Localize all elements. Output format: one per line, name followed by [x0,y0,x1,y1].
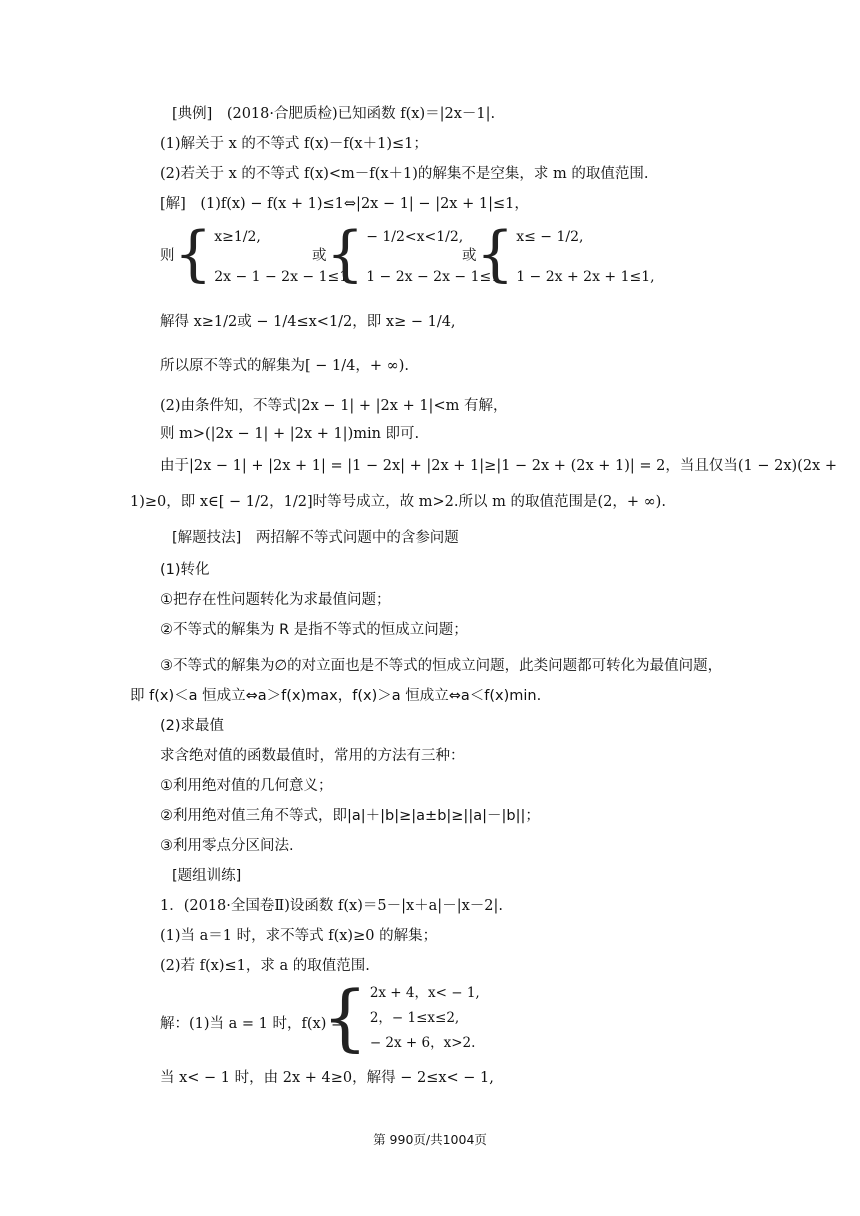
solution-part-2-line-4: 1)≥0，即 x∈[ − 1/2，1/2]时等号成立，故 m>2.所以 m 的取值范围是(2，+ ∞). [130,494,666,510]
then-label: 则 [160,248,175,264]
technique-1-item-1: ①把存在性问题转化为求最值问题； [160,592,391,608]
exercise-1-solution-line: 当 x< − 1 时，由 2x + 4≥0，解得 − 2≤x< − 1, [160,1070,494,1086]
example-heading: [典例] (2018·合肥质检)已知函数 f(x)＝|2x－1|. [172,106,496,122]
practice-heading: [题组训练] [172,868,242,884]
solution-part-2-line-3: 由于|2x − 1| + |2x + 1| = |1 − 2x| + |2x + 1|≥|1 − 2x + (2x + 1)| = 2，当且仅当(1 − 2x)(2x + [160,458,837,474]
system-3-row-2: 1 − 2x + 2x + 1≤1, [516,269,655,285]
solution-set-line: 所以原不等式的解集为[ − 1/4，+ ∞). [160,358,409,374]
system-1-row-1: x≥1/2, [214,229,261,245]
piecewise-function: { 2x + 4，x< − 1, 2，− 1≤x≤2, − 2x + 6，x>2. [322,975,480,1059]
exercise-1-part-2: (2)若 f(x)≤1，求 a 的取值范围. [160,958,370,974]
technique-heading: [解题技法] 两招解不等式问题中的含参问题 [172,530,459,546]
system-3-row-1: x≤ − 1/2, [516,229,584,245]
solution-part-2-line-2: 则 m>(|2x − 1| + |2x + 1|)min 即可. [160,426,420,442]
system-2-row-1: − 1/2<x<1/2, [366,229,464,245]
technique-2-item-1: ①利用绝对值的几何意义； [160,778,333,794]
technique-1-item-3: ③不等式的解集为∅的对立面也是不等式的恒成立问题，此类问题都可转化为最值问题， [160,658,723,674]
technique-1-item-3-cont: 即 f(x)＜a 恒成立⇔a＞f(x)max，f(x)＞a 恒成立⇔a＜f(x)min. [130,688,542,704]
question-part-2: (2)若关于 x 的不等式 f(x)<m－f(x＋1)的解集不是空集，求 m 的取值范围. [160,166,649,182]
inequality-system-3: { x≤ − 1/2, 1 − 2x + 2x + 1≤1, [476,219,655,289]
technique-2-item-2: ②利用绝对值三角不等式，即|a|＋|b|≥|a±b|≥||a|－|b||； [160,808,540,824]
system-2-row-2: 1 − 2x − 2x − 1≤1 [366,269,501,285]
piecewise-row-3: − 2x + 6，x>2. [369,1035,476,1051]
solution-line-1: [解] (1)f(x) − f(x + 1)≤1⇔|2x − 1| − |2x + 1|≤1， [160,196,529,212]
inequality-system-2: { − 1/2<x<1/2, 1 − 2x − 2x − 1≤1 [326,219,501,289]
inequality-system-1: { x≥1/2, 2x − 1 − 2x − 1≤1 [174,219,349,289]
piecewise-row-2: 2，− 1≤x≤2, [369,1010,460,1026]
exercise-1-part-1: (1)当 a＝1 时，求不等式 f(x)≥0 的解集； [160,928,438,944]
technique-2-title: (2)求最值 [160,718,225,734]
technique-2-intro: 求含绝对值的函数最值时，常用的方法有三种： [160,748,465,764]
or-label-2: 或 [462,248,477,264]
technique-2-item-3: ③利用零点分区间法. [160,838,294,854]
or-label-1: 或 [312,248,327,264]
exercise-1-solution-intro: 解：(1)当 a = 1 时，f(x) = [160,1016,344,1032]
piecewise-row-1: 2x + 4，x< − 1, [369,985,480,1001]
exercise-1-statement: 1．(2018·全国卷Ⅱ)设函数 f(x)＝5－|x＋a|－|x－2|. [160,898,503,914]
question-part-1: (1)解关于 x 的不等式 f(x)－f(x＋1)≤1； [160,136,428,152]
technique-1-title: (1)转化 [160,562,210,578]
solution-result-line: 解得 x≥1/2或 − 1/4≤x<1/2，即 x≥ − 1/4, [160,314,456,330]
system-1-row-2: 2x − 1 − 2x − 1≤1 [214,269,349,285]
technique-1-item-2: ②不等式的解集为 R 是指不等式的恒成立问题； [160,622,468,638]
solution-part-2-line-1: (2)由条件知，不等式|2x − 1| + |2x + 1|<m 有解， [160,398,508,414]
page-footer: 第 990页/共1004页 [373,1132,487,1147]
